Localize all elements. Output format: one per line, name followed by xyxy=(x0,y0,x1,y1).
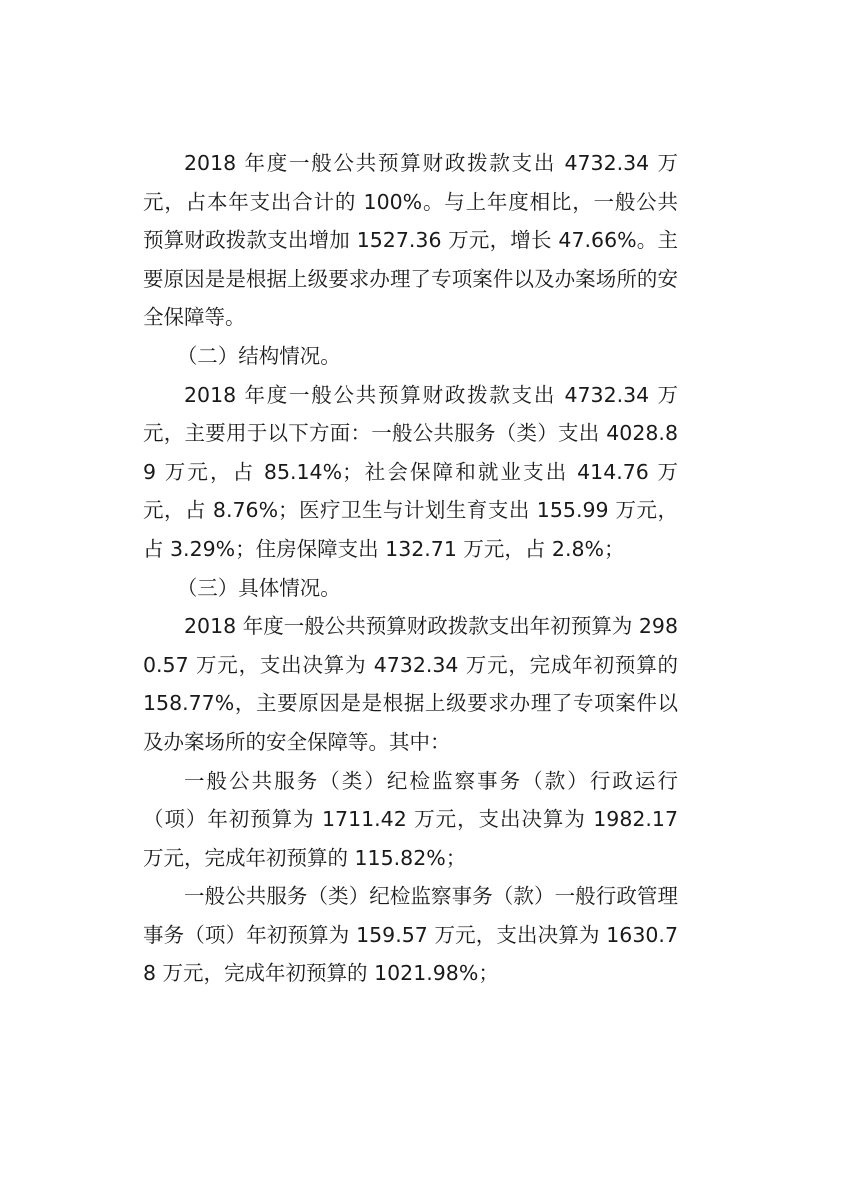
paragraph-structure: 2018 年度一般公共预算财政拨款支出 4732.34 万元，主要用于以下方面：一般公共服务（类）支出 4028.89 万元，占 85.14%；社会保障和就业支出 414.76 万元，占 8.76%；医疗卫生与计划生育支出 155.99 万元，占 3.29%；住房保障支出 132.71 万元，占 2.8%； xyxy=(143,382,678,561)
paragraph-item-general-management: 一般公共服务（类）纪检监察事务（款）一般行政管理事务（项）年初预算为 159.57 万元，支出决算为 1630.78 万元，完成年初预算的 1021.98%； xyxy=(143,884,678,986)
paragraph-overview: 2018 年度一般公共预算财政拨款支出 4732.34 万元，占本年支出合计的 100%。与上年度相比，一般公共预算财政拨款支出增加 1527.36 万元，增长 47.66%。主要原因是是根据上级要求办理了专项案件以及办案场所的安全保障等。 xyxy=(143,151,678,330)
paragraph-details: 2018 年度一般公共预算财政拨款支出年初预算为 2980.57 万元，支出决算为 4732.34 万元，完成年初预算的 158.77%，主要原因是是根据上级要求办理了专项案件以及办案场所的安全保障等。其中： xyxy=(143,614,678,754)
section-heading-details: （三）具体情况。 xyxy=(176,575,341,600)
section-heading-structure: （二）结构情况。 xyxy=(176,343,341,368)
paragraph-item-administration: 一般公共服务（类）纪检监察事务（款）行政运行（项）年初预算为 1711.42 万元，支出决算为 1982.17 万元，完成年初预算的 115.82%； xyxy=(143,768,678,870)
document-page xyxy=(143,144,678,993)
